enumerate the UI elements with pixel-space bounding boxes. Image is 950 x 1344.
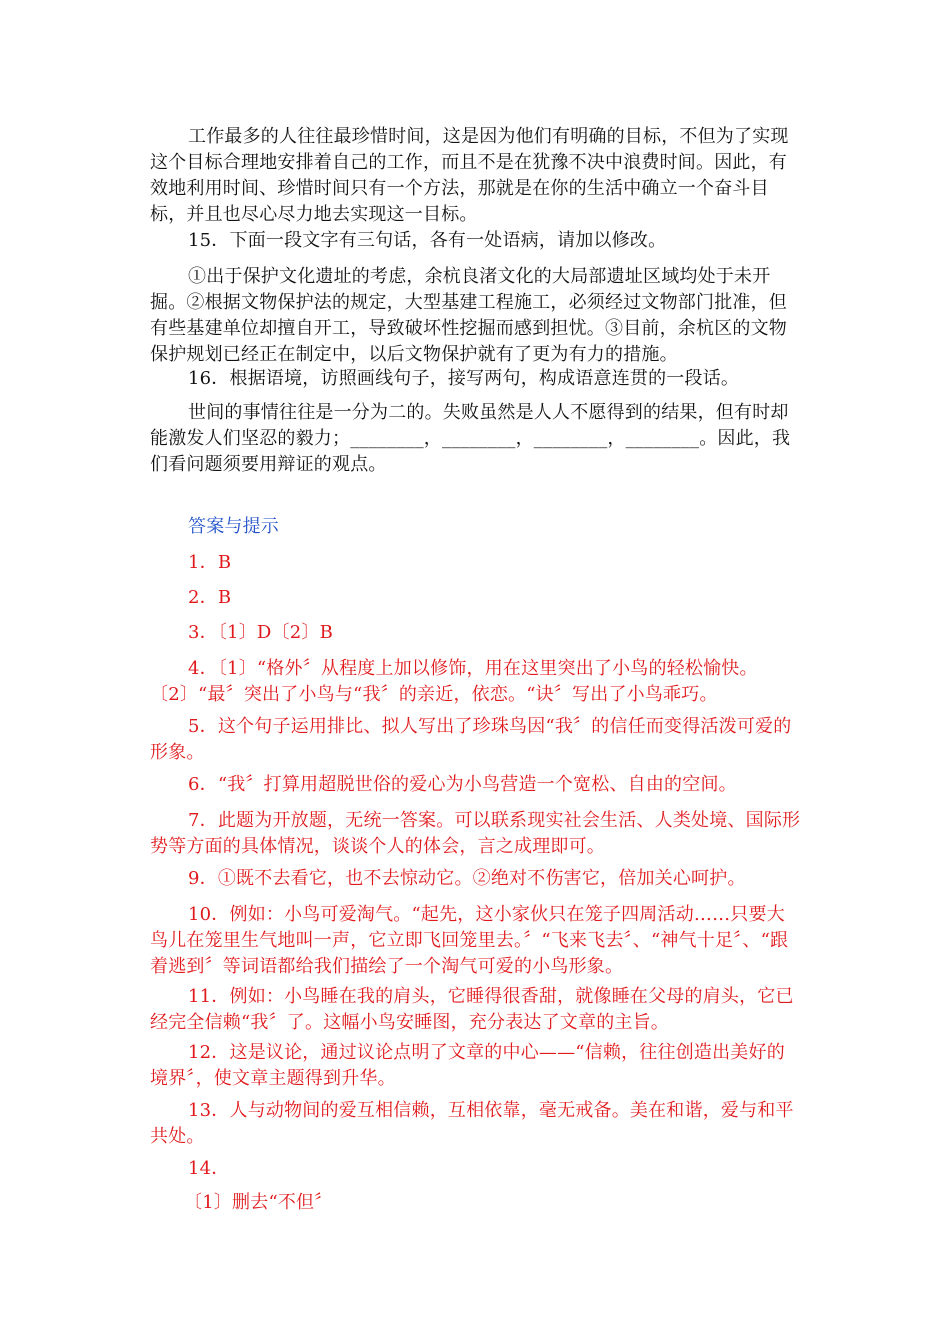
answer-11: 11．例如：小鸟睡在我的肩头，它睡得很香甜，就像睡在父母的肩头，它已经完全信赖“我〞了。这幅小鸟安睡图，充分表达了文章的主旨。	[150, 986, 794, 1033]
answer-14-1: 〔1〕删去“不但〞	[184, 1192, 333, 1213]
answer-1: 1．B	[188, 552, 232, 573]
answer-3: 3．〔1〕D〔2〕B	[188, 622, 334, 643]
question-16-text: 世间的事情往往是一分为二的。失败虽然是人人不愿得到的结果，但有时却能激发人们坚忍的毅力；________，________，________，________。因此，我们看问题须要用辩证的观点。	[150, 402, 791, 475]
answer-14: 14．	[188, 1158, 230, 1179]
answer-2: 2．B	[188, 587, 232, 608]
answer-13: 13．人与动物间的爱互相信赖，互相依靠，毫无戒备。美在和谐，爱与和平共处。	[150, 1100, 794, 1147]
answer-12: 12．这是议论，通过议论点明了文章的中心——“信赖，往往创造出美好的境界〞，使文章主题得到升华。	[150, 1042, 785, 1089]
answer-9: 9．①既不去看它，也不去惊动它。②绝对不伤害它，倍加关心呵护。	[188, 868, 746, 889]
question-15-text: ①出于保护文化遗址的考虑，余杭良渚文化的大局部遗址区域均处于未开掘。②根据文物保护法的规定，大型基建工程施工，必须经过文物部门批准，但有些基建单位却擅自开工，导致破坏性挖掘而感到担忧。③目前，余杭区的文物保护规划已经正在制定中，以后文物保护就有了更为有力的措施。	[150, 266, 787, 365]
answer-6: 6．“我〞打算用超脱世俗的爱心为小鸟营造一个宽松、自由的空间。	[188, 774, 737, 795]
passage-paragraph: 工作最多的人往往最珍惜时间，这是因为他们有明确的目标，不但为了实现这个目标合理地安排着自己的工作，而且不是在犹豫不决中浪费时间。因此，有效地利用时间、珍惜时间只有一个方法，那就是在你的生活中确立一个奋斗目标，并且也尽心尽力地去实现这一目标。	[150, 126, 789, 225]
question-16: 16．根据语境，访照画线句子，接写两句，构成语意连贯的一段话。	[188, 368, 740, 389]
answer-7: 7．此题为开放题，无统一答案。可以联系现实社会生活、人类处境、国际形势等方面的具体情况，谈谈个人的体会，言之成理即可。	[150, 810, 801, 857]
answers-heading: 答案与提示	[188, 516, 279, 537]
answer-5: 5．这个句子运用排比、拟人写出了珍珠鸟因“我〞的信任而变得活泼可爱的形象。	[150, 716, 792, 763]
question-15: 15．下面一段文字有三句话，各有一处语病，请加以修改。	[188, 230, 667, 251]
answer-10: 10．例如：小鸟可爱淘气。“起先，这小家伙只在笼子四周活动……只要大鸟儿在笼里生气地叫一声，它立即飞回笼里去。〞“飞来飞去〞、“神气十足〞、“跟着逃到〞等词语都给我们描绘了一个淘气可爱的小鸟形象。	[150, 904, 789, 977]
answer-4: 4．〔1〕“格外〞从程度上加以修饰，用在这里突出了小鸟的轻松愉快。〔2〕“最〞突出了小鸟与“我〞的亲近，依恋。“诀〞写出了小鸟乖巧。	[150, 658, 758, 705]
